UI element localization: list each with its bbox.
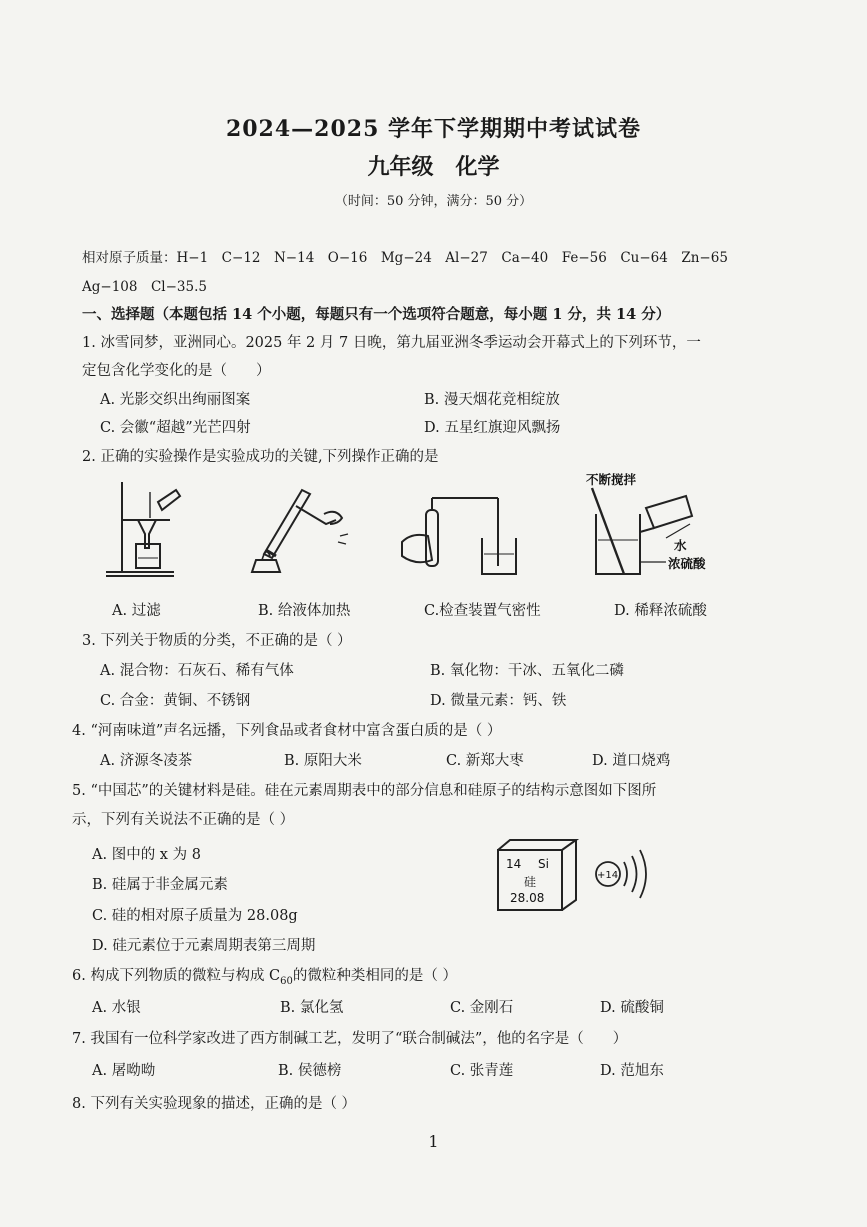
- cell-name: 硅: [524, 875, 537, 889]
- exam-subject: 九年级 化学: [367, 154, 500, 180]
- q3-stem: 3. 下列关于物质的分类，不正确的是（ ）: [82, 633, 352, 649]
- q1-stem-line1: 1. 冰雪同梦，亚洲同心。2025 年 2 月 7 日晚，第九届亚洲冬季运动会开幕式上的下列环节，一: [82, 335, 701, 351]
- q6-option-b: B. 氯化氢: [280, 1000, 344, 1016]
- q4-option-c: C. 新郑大枣: [446, 753, 524, 769]
- q1-option-d: D. 五星红旗迎风飘扬: [424, 420, 561, 436]
- q5-option-b: B. 硅属于非金属元素: [92, 877, 228, 893]
- page-number: 1: [428, 1132, 439, 1151]
- airtightness-check-figure: [398, 476, 524, 580]
- q2-option-a: A. 过滤: [112, 603, 161, 619]
- q5-option-c: C. 硅的相对原子质量为 28.08g: [92, 908, 298, 924]
- q1-option-a: A. 光影交织出绚丽图案: [100, 392, 251, 408]
- q2-option-d: D. 稀释浓硫酸: [614, 603, 707, 619]
- q5-stem-line1: 5. “中国芯”的关键材料是硅。硅在元素周期表中的部分信息和硅原子的结构示意图如下图所: [72, 783, 657, 799]
- heating-liquid-figure: [236, 476, 356, 580]
- q6-option-a: A. 水银: [92, 1000, 141, 1016]
- fig-label-stir: 不断搅拌: [586, 472, 637, 487]
- nucleus-charge: +14: [597, 870, 619, 881]
- q2-stem: 2. 正确的实验操作是实验成功的关键,下列操作正确的是: [82, 449, 439, 465]
- q4-option-a: A. 济源冬凌茶: [100, 753, 193, 769]
- q1-option-c: C. 会徽“超越”光芒四射: [100, 420, 251, 436]
- q7-option-d: D. 范旭东: [600, 1063, 664, 1079]
- q7-stem: 7. 我国有一位科学家改进了西方制碱工艺，发明了“联合制碱法”，他的名字是（ ）: [72, 1031, 628, 1047]
- q3-option-a: A. 混合物：石灰石、稀有气体: [100, 663, 294, 679]
- time-note: （时间：50 分钟，满分：50 分）: [334, 194, 533, 209]
- q2-option-b: B. 给液体加热: [258, 603, 351, 619]
- fig-label-acid: 浓硫酸: [668, 556, 706, 571]
- silicon-atom-structure-diagram: [592, 846, 656, 902]
- q6-stem: [72, 964, 457, 987]
- q6-stem-post: 的微粒种类相同的是（ ）: [292, 968, 457, 984]
- q2-option-c: C.检查装置气密性: [424, 603, 541, 619]
- q4-option-d: D. 道口烧鸡: [592, 753, 671, 769]
- q3-option-d: D. 微量元素：钙、铁: [430, 693, 567, 709]
- q6-stem-pre: 6. 构成下列物质的微粒与构成 C: [72, 968, 281, 984]
- cell-atomic-number: 14: [506, 857, 522, 871]
- q7-option-c: C. 张青莲: [450, 1063, 514, 1079]
- q6-option-d: D. 硫酸铜: [600, 1000, 664, 1016]
- silicon-element-cell: [496, 838, 580, 912]
- filtration-apparatus-figure: [100, 476, 210, 580]
- q6-stem-subscript: 60: [280, 975, 293, 987]
- dilute-sulfuric-acid-figure: [570, 470, 730, 582]
- q5-option-a: A. 图中的 x 为 8: [92, 847, 201, 863]
- q5-option-d: D. 硅元素位于元素周期表第三周期: [92, 938, 316, 954]
- q3-option-c: C. 合金：黄铜、不锈钢: [100, 693, 251, 709]
- q5-stem-line2: 示，下列有关说法不正确的是（ ）: [72, 812, 295, 828]
- q6-option-c: C. 金刚石: [450, 1000, 514, 1016]
- fig-label-water: 水: [674, 538, 687, 553]
- cell-atomic-mass: 28.08: [510, 891, 545, 905]
- section-heading: 一、选择题（本题包括 14 个小题，每题只有一个选项符合题意，每小题 1 分，共 14 分）: [82, 306, 671, 323]
- q4-option-b: B. 原阳大米: [284, 753, 362, 769]
- cell-symbol: Si: [538, 857, 549, 871]
- exam-title: 2024—2025 学年下学期期中考试试卷: [225, 116, 642, 142]
- q4-stem: 4. “河南味道”声名远播，下列食品或者食材中富含蛋白质的是（ ）: [72, 723, 502, 739]
- q3-option-b: B. 氧化物：干冰、五氧化二磷: [430, 663, 624, 679]
- q7-option-a: A. 屠呦呦: [92, 1063, 156, 1079]
- q7-option-b: B. 侯德榜: [278, 1063, 342, 1079]
- q8-stem: 8. 下列有关实验现象的描述，正确的是（ ）: [72, 1096, 357, 1112]
- q1-stem-line2: 定包含化学变化的是（ ）: [82, 363, 271, 379]
- atomic-masses-line1: 相对原子质量：H−1 C−12 N−14 O−16 Mg−24 Al−27 Ca−40 Fe−56 Cu−64 Zn−65: [82, 250, 728, 266]
- q1-option-b: B. 漫天烟花竞相绽放: [424, 392, 560, 408]
- atomic-masses-line2: Ag−108 Cl−35.5: [82, 279, 207, 295]
